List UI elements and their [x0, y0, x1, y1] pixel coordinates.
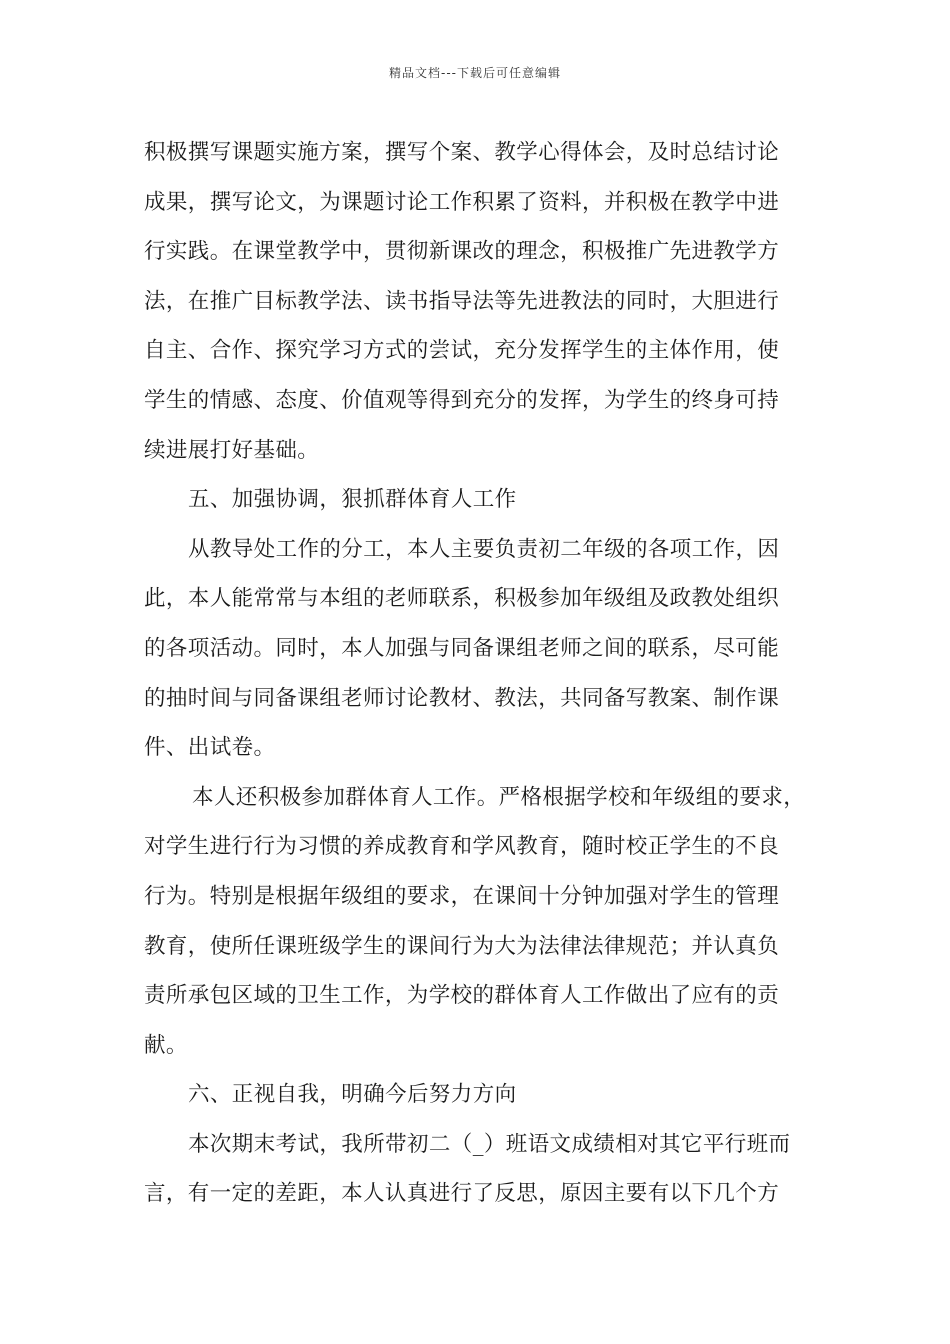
- page-header: 精品文档---下载后可任意编辑: [389, 66, 561, 80]
- paragraph-line: 本人还积极参加群体育人工作。严格根据学校和年级组的要求，: [192, 784, 806, 810]
- paragraph-line: 自主、合作、探究学习方式的尝试，充分发挥学生的主体作用，使: [144, 338, 780, 364]
- paragraph-line: 行为。特别是根据年级组的要求，在课间十分钟加强对学生的管理: [144, 883, 780, 909]
- paragraph-line: 行实践。在课堂教学中，贯彻新课改的理念，积极推广先进教学方: [144, 239, 780, 265]
- paragraph-line: 法，在推广目标教学法、读书指导法等先进教法的同时，大胆进行: [144, 288, 780, 314]
- paragraph-line: 此，本人能常常与本组的老师联系，积极参加年级组及政教处组织: [144, 586, 780, 612]
- paragraph-line: 教育，使所任课班级学生的课间行为大为法律法律规范；并认真负: [144, 933, 780, 959]
- paragraph-line: 从教导处工作的分工，本人主要负责初二年级的各项工作，因: [188, 536, 780, 562]
- paragraph-line: 成果，撰写论文，为课题讨论工作积累了资料，并积极在教学中进: [144, 189, 780, 215]
- paragraph-line: 续进展打好基础。: [144, 437, 320, 463]
- paragraph-line: 的抽时间与同备课组老师讨论教材、教法，共同备写教案、制作课: [144, 685, 780, 711]
- paragraph-line: 本次期末考试，我所带初二（_）班语文成绩相对其它平行班而: [188, 1131, 791, 1157]
- paragraph-line: 的各项活动。同时，本人加强与同备课组老师之间的联系，尽可能: [144, 635, 780, 661]
- document-body: [144, 128, 814, 1219]
- paragraph-line: 言，有一定的差距，本人认真进行了反思，原因主要有以下几个方: [144, 1181, 780, 1207]
- section-heading: 五、加强协调，狠抓群体育人工作: [188, 487, 517, 513]
- paragraph-line: 件、出试卷。: [144, 735, 276, 761]
- paragraph-line: 学生的情感、态度、价值观等得到充分的发挥，为学生的终身可持: [144, 387, 780, 413]
- paragraph-line: 责所承包区域的卫生工作，为学校的群体育人工作做出了应有的贡: [144, 983, 780, 1009]
- section-heading: 六、正视自我，明确今后努力方向: [188, 1082, 517, 1108]
- paragraph-line: 积极撰写课题实施方案，撰写个案、教学心得体会，及时总结讨论: [144, 140, 780, 165]
- paragraph-line: 对学生进行行为习惯的养成教育和学风教育，随时校正学生的不良: [144, 834, 780, 860]
- paragraph-line: 献。: [144, 1032, 188, 1058]
